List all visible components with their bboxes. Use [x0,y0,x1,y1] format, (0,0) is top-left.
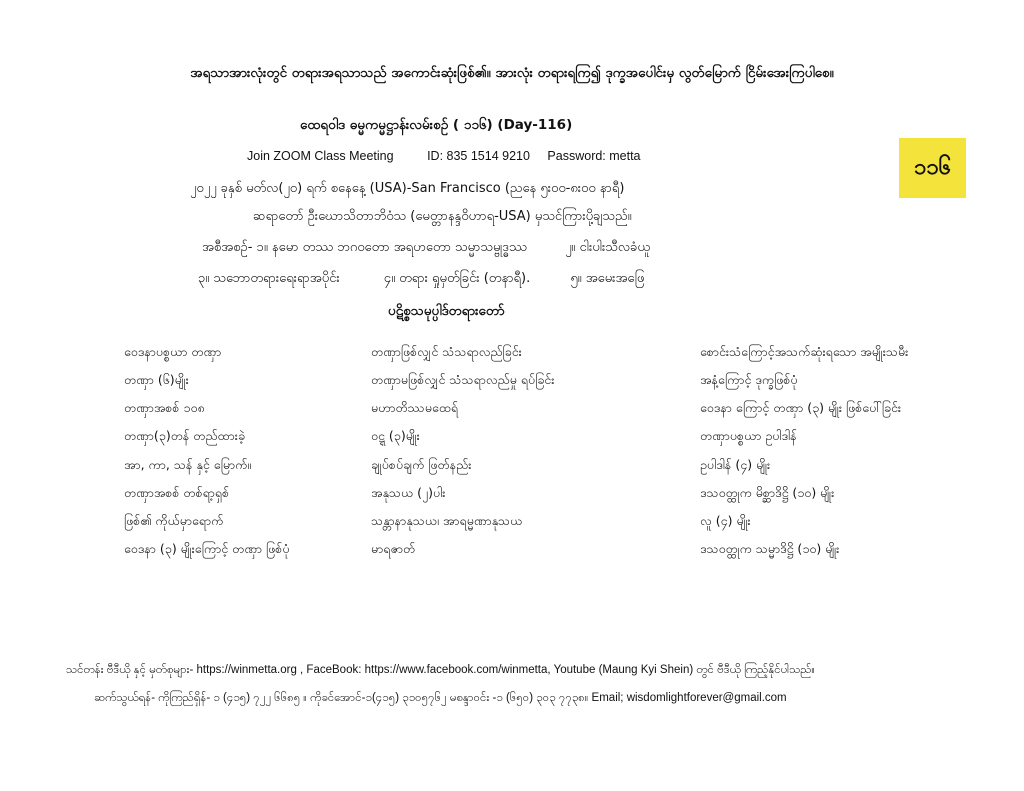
agenda-row-2 [198,270,644,289]
zoom-password: Password: metta [547,149,641,163]
topic-col3: တဏှာပစ္စယာ ဥပါဒါန် [700,428,797,443]
topic-row [0,457,1024,483]
topic-row [0,485,1024,511]
topic-col3: လူ (၄) မျိုး [700,513,751,528]
topic-col2: အနုသယ (၂)ပါး [371,485,446,500]
topic-col3: ဒသဝတ္ထုက သမ္မာဒိဋ္ဌိ (၁၀) မျိုး [700,541,840,556]
topic-col3: ဒသဝတ္ထုက မိစ္ဆာဒိဋ္ဌိ (၁၀) မျိုး [700,485,835,500]
topic-col1: တဏှာအစစ် တစ်ရာ့ရှစ် [124,485,230,500]
topic-row [0,513,1024,539]
topic-col3: စောင်းသံကြောင့်အသက်ဆုံးရသော အမျိုးသမီး [700,344,909,359]
day-number-badge: ၁၁၆ [899,138,966,198]
topic-col2: မာရဇာတ် [371,541,416,556]
headline: အရသာအားလုံးတွင် တရားအရသာသည် အကောင်းဆုံးဖြစ်၏။ အားလုံး တရားရကြ၍ ဒုက္ခအပေါင်းမှ လွတ်မြောက် ငြိမ်းအေးကြပါစေ။ [190,65,834,81]
topic-col2: မဟာတိဿမထေရ် [371,400,459,415]
topic-col1: အာ, ကာ, သန် နှင့် မြောက်။ [124,457,252,472]
teacher-line: ဆရာတော် ဦးဃောသိတာဘိဝံသ (မေတ္တာနန္ဒဝိဟာရ-USA) မှသင်ကြားပို့ချသည်။ [253,209,632,224]
topic-col1: တဏှာ(၃)တန် တည်ထားခဲ့ [124,428,245,443]
topic-row [0,541,1024,567]
topic-col2: ချုပ်စပ်ချက် ဖြတ်နည်း [371,457,472,472]
topic-col1: တဏှာအစစ် ၁၀၈ [124,400,205,415]
topic-col3: ဝေဒနာ ကြောင့် တဏှာ (၃) မျိုး ဖြစ်ပေါ်ခြင်း [700,400,902,415]
agenda-item-5: ၅။ အမေးအဖြေ [570,271,645,286]
zoom-id: ID: 835 1514 9210 [427,149,530,163]
topic-col1: ဝေဒနာပစ္စယာ တဏှာ [124,344,222,359]
footer-links: သင်တန်း ဗီဒီယို နှင့် မှတ်စုများ- https://winmetta.org , FaceBook: https://www.facebook.com/winmetta, Youtube (Maung Kyi Shein) တွင် ဗီဒီယို ကြည့်နိုင်ပါသည်။ [66,664,815,676]
footer-contacts: ဆက်သွယ်ရန်- ကိုကြည်ရှိန်- ၁ (၄၁၅) ၇၂၂ ၆၆၈၅ ။ ကိုခင်အောင်-၁(၄၁၅) ၃၁၀၅၇၆၂ မစန္ဒာဝင်း -၁ (၆၅၀) ၃၀၃ ၇၇၃၈။ Email; wisdomlightforever@gmail.com [94,692,787,704]
topic-col3: ဥပါဒါန် (၄) မျိုး [700,457,771,472]
topic-col1: ဝေဒနာ (၃) မျိုးကြောင့် တဏှာ ဖြစ်ပုံ [124,541,290,556]
zoom-join-text: Join ZOOM Class Meeting [247,149,394,163]
section-title: ပဋိစ္စသမုပ္ပါဒ်တရားတော် [388,303,505,319]
topic-col2: ဝဋ္ဋ (၃)မျိုး [371,428,420,443]
topic-col3: အနံ့ကြောင့် ဒုက္ခဖြစ်ပုံ [700,372,798,387]
topic-row [0,372,1024,398]
topic-row [0,400,1024,426]
zoom-info [247,149,641,163]
agenda-item-3: ၃။ သဘောတရားရေးရာအပိုင်း [198,271,340,286]
topic-col2: သန္တာနာနုသယ၊ အာရမ္မဏာနုသယ [371,513,523,528]
agenda-item-2: ၂။ ငါးပါးသီလခံယူ [565,240,650,255]
topic-row [0,344,1024,370]
agenda-item-1: အစီအစဉ်- ၁။ နမော တဿ ဘဂဝတော အရဟတော သမ္မာသမ္ဗုဒ္ဓဿ [202,240,527,255]
agenda-item-4: ၄။ တရား ရှုမှတ်ခြင်း (တနာရီ). [383,271,531,286]
topic-col2: တဏှာဖြစ်လျှင် သံသရာလည်ခြင်း [371,344,522,359]
topic-row [0,428,1024,454]
topic-col1: တဏှာ (၆)မျိုး [124,372,189,387]
topic-col1: ဖြစ်၏ ကိုယ်မှာရောက် [124,513,224,528]
class-datetime: ၂၀၂၂ ခုနှစ် မတ်လ(၂၀) ရက် စနေနေ့ (USA)-San Francisco (ညနေ ၅း၀၀-၈း၀၀ နာရီ) [190,181,625,196]
class-title: ထေရဝါဒ ဓမ္မကမ္မဋ္ဌာန်းလမ်းစဉ် ( ၁၁၆) (Day-116) [300,117,573,133]
agenda-row-1 [202,239,650,258]
topic-col2: တဏှာမဖြစ်လျှင် သံသရာလည်မှု ရပ်ခြင်း [371,372,555,387]
